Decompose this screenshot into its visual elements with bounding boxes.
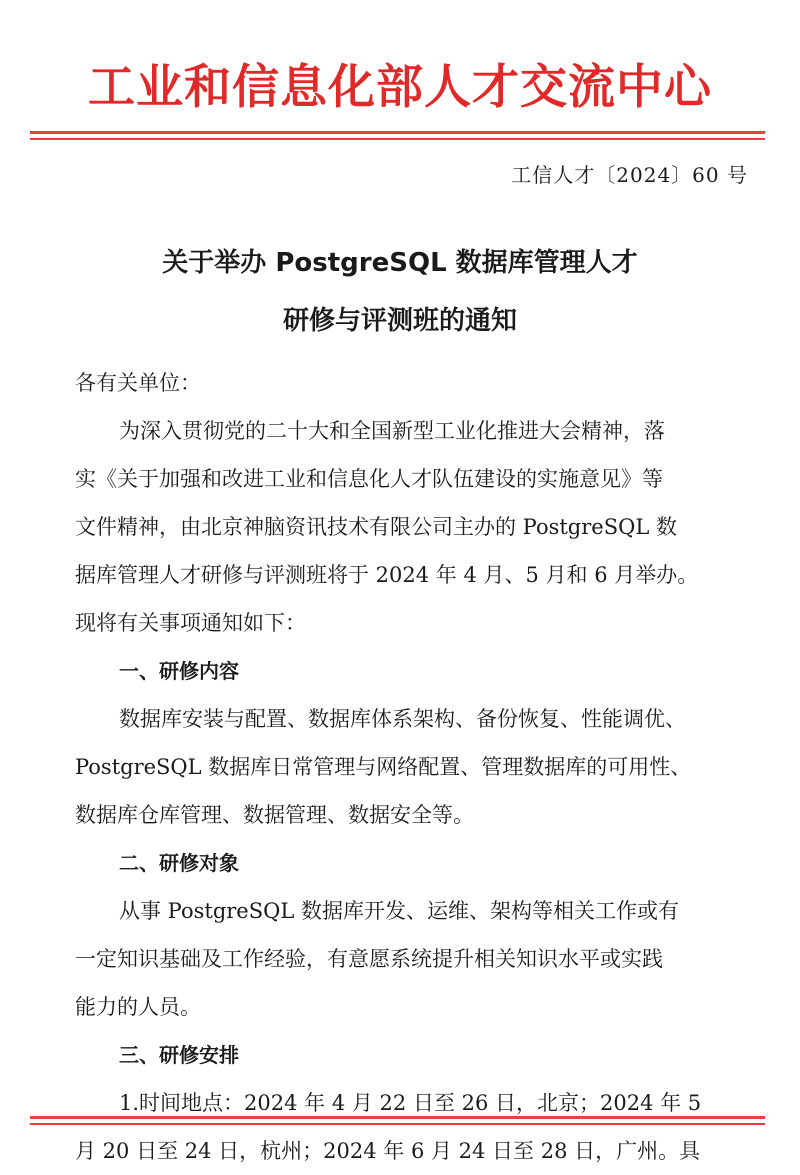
section-line: 月 20 日至 24 日，杭州；2024 年 6 月 24 日至 28 日，广州。具: [75, 1139, 701, 1163]
section-line: 从事 PostgreSQL 数据库开发、运维、架构等相关工作或有: [119, 899, 679, 923]
document-title-line-1: 关于举办 PostgreSQL 数据库管理人才: [162, 248, 638, 278]
document-title-line-2: 研修与评测班的通知: [282, 306, 517, 336]
footer-rule-thick: [30, 1116, 765, 1119]
section-heading-audience: 二、研修对象: [119, 851, 239, 875]
section-line: 一定知识基础及工作经验，有意愿系统提升相关知识水平或实践: [75, 947, 663, 971]
section-line: 能力的人员。: [75, 995, 201, 1019]
intro-line: 据库管理人才研修与评测班将于 2024 年 4 月、5 月和 6 月举办。: [75, 563, 699, 587]
intro-line: 为深入贯彻党的二十大和全国新型工业化推进大会精神，落: [119, 419, 665, 443]
section-line: 数据库仓库管理、数据管理、数据安全等。: [75, 803, 474, 827]
intro-line: 实《关于加强和改进工业和信息化人才队伍建设的实施意见》等: [75, 467, 663, 491]
salutation: 各有关单位：: [75, 371, 201, 395]
section-heading-schedule: 三、研修安排: [119, 1043, 239, 1067]
footer-rule-thin: [30, 1123, 765, 1125]
header-rule-thick: [30, 131, 765, 134]
intro-line: 文件精神，由北京神脑资讯技术有限公司主办的 PostgreSQL 数: [75, 515, 677, 539]
document-number: 工信人才〔2024〕60 号: [511, 163, 748, 187]
section-line: 数据库安装与配置、数据库体系架构、备份恢复、性能调优、: [119, 707, 686, 731]
document-body: [75, 359, 755, 1175]
section-line: 1.时间地点：2024 年 4 月 22 日至 26 日，北京；2024 年 5: [119, 1091, 702, 1115]
section-line: PostgreSQL 数据库日常管理与网络配置、管理数据库的可用性、: [75, 755, 692, 779]
intro-line: 现将有关事项通知如下：: [75, 611, 306, 635]
header-rule-thin: [30, 138, 765, 140]
organization-header: 工业和信息化部人才交流中心: [88, 60, 712, 115]
section-heading-content: 一、研修内容: [119, 659, 239, 683]
